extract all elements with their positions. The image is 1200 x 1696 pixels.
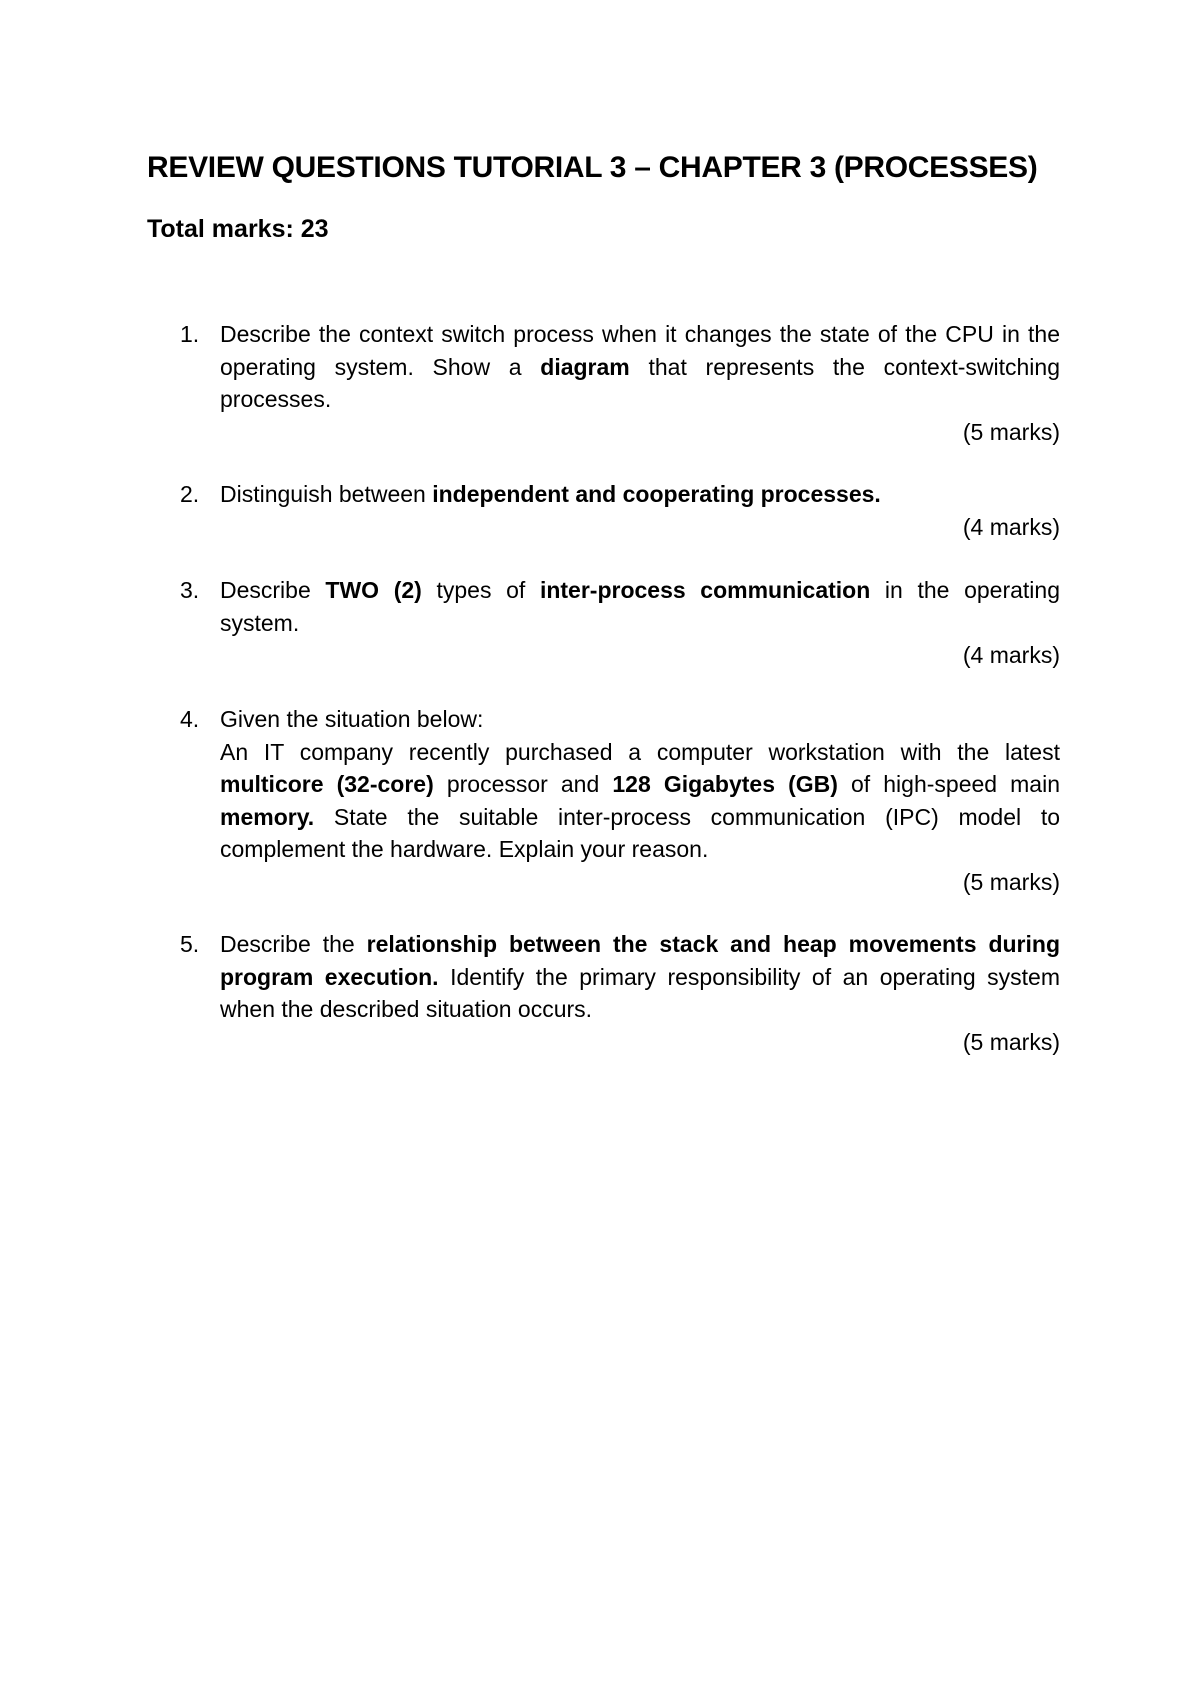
total-marks: Total marks: 23 <box>147 215 329 243</box>
question-text <box>220 703 1060 866</box>
question-text-run: Distinguish between <box>220 481 433 507</box>
question-text-run: Identify the primary responsibility of an operating system when the described situation occurs. <box>220 963 1060 1022</box>
question-number: 1. <box>180 321 200 347</box>
question-text-run: types of <box>421 577 540 603</box>
question-text-run: An IT company recently purchased a computer workstation with the latest <box>220 738 1060 765</box>
question-text-run: processor and <box>433 771 613 797</box>
question-text <box>220 928 1060 1026</box>
emphasis-text: 128 Gigabytes (GB) <box>612 771 838 797</box>
question-2 <box>180 478 1060 543</box>
question-intro: Given the situation below: <box>220 706 484 732</box>
question-marks: (4 marks) <box>962 642 1060 668</box>
question-text <box>220 318 1060 416</box>
emphasis-text: relationship between the stack and heap movements during program execution. <box>220 931 1060 990</box>
question-text-run: Describe <box>220 577 326 603</box>
question-scenario <box>220 739 1060 863</box>
question-1 <box>180 318 1060 448</box>
question-text-run: Describe the <box>220 931 367 957</box>
question-number: 4. <box>180 706 200 732</box>
question-marks: (4 marks) <box>962 513 1060 540</box>
emphasis-text: independent and cooperating processes. <box>432 481 881 507</box>
emphasis-text: memory. <box>220 803 315 830</box>
emphasis-text: multicore (32-core) <box>220 771 434 797</box>
question-text-run: of high-speed main <box>837 771 1061 797</box>
question-marks: (5 marks) <box>962 868 1060 895</box>
emphasis-text: inter-process communication <box>539 577 871 603</box>
emphasis-text: TWO (2) <box>325 577 422 603</box>
question-5 <box>180 928 1060 1058</box>
emphasis-text: diagram <box>540 353 630 380</box>
question-marks: (5 marks) <box>962 1028 1060 1055</box>
question-text <box>220 478 1060 511</box>
question-number: 2. <box>180 481 200 507</box>
question-marks: (5 marks) <box>962 418 1060 445</box>
document-title: REVIEW QUESTIONS TUTORIAL 3 – CHAPTER 3 (PROCESSES) <box>147 151 1038 184</box>
question-4 <box>180 703 1060 898</box>
question-3 <box>180 574 1060 672</box>
question-text-run: in the operating system. <box>220 577 1060 636</box>
question-text-run: State the suitable inter-process communication (IPC) model to complement the hardware. Explain your reason. <box>220 803 1060 862</box>
question-text-run: Describe the context switch process when it changes the state of the CPU in the operating system. Show a <box>220 321 1060 380</box>
question-text <box>220 574 1060 639</box>
question-number: 3. <box>180 577 200 603</box>
question-number: 5. <box>180 931 200 957</box>
question-text-run: that represents the context-switching processes. <box>220 353 1060 412</box>
